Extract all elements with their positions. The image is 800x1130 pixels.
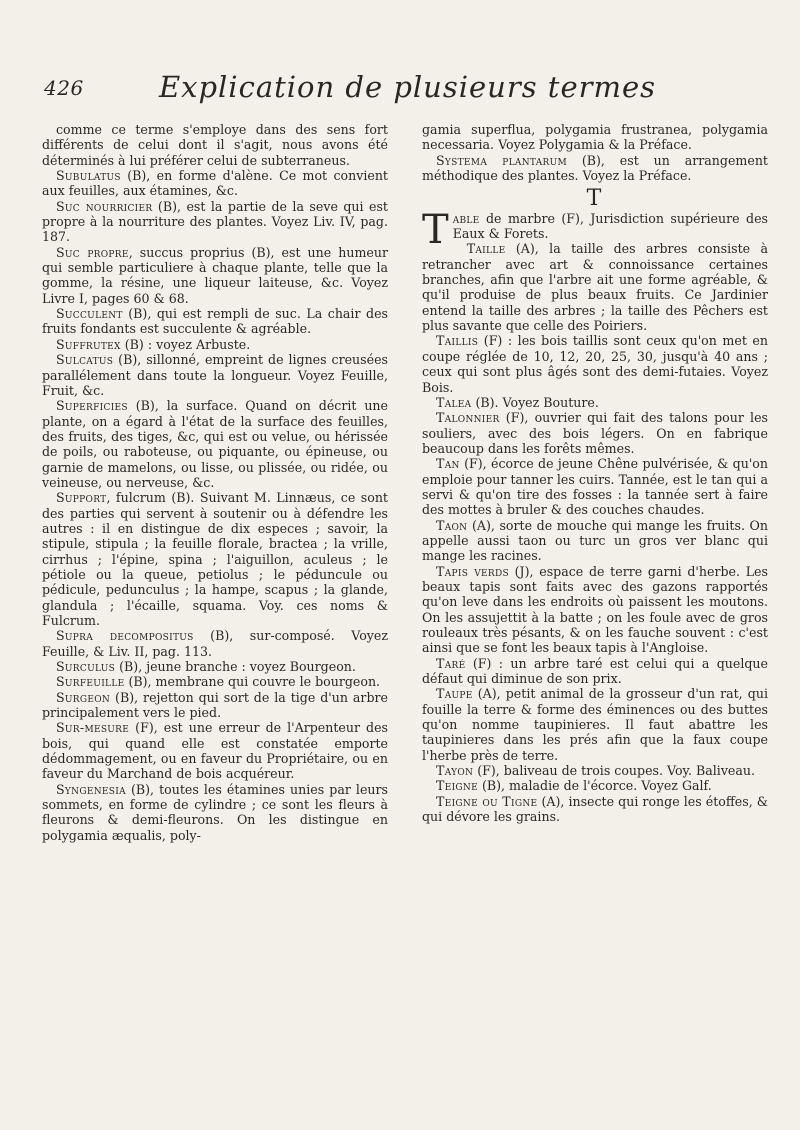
dictionary-entry [422, 686, 768, 763]
entry-definition: (F) : un arbre taré est celui qui a quelque défaut qui diminue de son prix. [422, 655, 768, 687]
entry-term: Surfeuille [56, 674, 125, 690]
dictionary-entry [422, 153, 768, 184]
entry-definition: (F), baliveau de trois coupes. Voy. Baliveau. [473, 763, 756, 779]
dictionary-entry [422, 564, 768, 656]
entry-definition: (F) : les bois taillis sont ceux qu'on met en coupe réglée de 10, 12, 20, 25, 30, jusqu'à 40 ans ; ceux qui sont plus âgés sont des demi-futaies. Voyez Bois. [422, 333, 768, 395]
dictionary-entry [42, 782, 388, 843]
entry-term: Talonnier [436, 410, 500, 426]
entry-definition: (F), ouvrier qui fait des talons pour les souliers, avec des bois légers. On en fabrique beaucoup dans les forêts mêmes. [422, 410, 768, 456]
dictionary-entry [42, 352, 388, 398]
dictionary-entry [422, 395, 768, 410]
drop-cap: T [422, 206, 449, 253]
entry-term: Supra decompositus [56, 628, 194, 644]
entry-term: Superficies [56, 398, 128, 414]
entry-term: Surgeon [56, 689, 111, 705]
entry-text: gamia superflua, polygamia frustranea, polygamia necessaria. Voyez Polygamia & la Préface. [422, 122, 768, 153]
entry-definition: (B), sillonné, empreint de lignes creusées parallélement dans toute la longueur. Voyez Feuille, Fruit, &c. [42, 352, 388, 398]
entry-term: Taillis [436, 333, 479, 349]
dictionary-entry [42, 720, 388, 781]
entry-definition: (B), qui est rempli de suc. La chair des fruits fondants est succulente & agréable. [42, 306, 388, 337]
dictionary-entry [42, 337, 388, 352]
entry-definition: (B), toutes les étamines unies par leurs sommets, en forme de cylindre ; ce sont les fleurs à fleurons & demi-fleurons. On les distingue en polygamia æqualis, poly- [42, 781, 388, 843]
text-columns [40, 122, 775, 1110]
dictionary-entry [42, 168, 388, 199]
entry-definition: , succus proprius (B), est une humeur qui semble particuliere à chaque plante, telle que la gomme, la résine, une liqueur laiteuse, &c. Voyez Livre I, pages 60 & 68. [42, 244, 389, 306]
entry-term: able [452, 210, 480, 226]
entry-definition: (B), la surface. Quand on décrit une plante, on a égard à l'état de la surface des feuilles, des fruits, des tiges, &c, qui est ou velue, ou hérissée de poils, ou raboteuse, ou piquante, ou épineuse, ou garnie de mamelons, ou lisse, ou plissée, ou ridée, ou veineuse, ou nerveuse, &c. [42, 398, 388, 490]
dictionary-entry [42, 398, 388, 490]
entry-definition: (F), est une erreur de l'Arpenteur des bois, qui quand elle est constatée emporte dédommagement, ou en faveur du Propriétaire, ou en faveur du Marchand de bois acquéreur. [42, 720, 388, 782]
dictionary-entry [422, 122, 768, 153]
entry-definition: (A), petit animal de la grosseur d'un rat, qui fouille la terre & forme des éminences ou des buttes qu'on nomme taupinieres. Il faut abattre les taupinieres dans les prés afin que la faux coupe l'herbe près de terre. [422, 686, 768, 763]
entry-term: Suc propre [56, 244, 129, 260]
entry-term: Tapis verds [436, 563, 509, 579]
dictionary-entry [422, 456, 768, 517]
dictionary-entry [42, 490, 388, 628]
dictionary-entry [422, 763, 768, 778]
entry-term: Taon [436, 517, 468, 533]
entry-term: Syngenesia [56, 781, 126, 797]
dictionary-entry [42, 659, 388, 674]
entry-definition: (B), maladie de l'écorce. Voyez Galf. [477, 778, 712, 794]
entry-definition: (F), écorce de jeune Chêne pulvérisée, & qu'on emploie pour tanner les cuirs. Tannée, est le tan qui a servi & qu'on tire des fosses : la tannée sert à faire des mottes à bruler & des couches chaudes. [422, 456, 768, 518]
entry-term: Suc nourricier [56, 198, 153, 214]
entry-definition: (B), rejetton qui sort de la tige d'un arbre principalement vers le pied. [42, 689, 388, 721]
entry-term: Taille [466, 241, 506, 257]
dictionary-entry [422, 656, 768, 687]
entry-term: Sulcatus [56, 352, 114, 368]
entry-definition: (B), sur-composé. Voyez Feuille, & Liv. II, pag. 113. [42, 628, 388, 659]
entry-definition: (B). Voyez Bouture. [471, 394, 599, 410]
entry-text: comme ce terme s'employe dans des sens fort différents de celui dont il s'agit, nous avons été déterminés à lui préférer celui de subterraneus. [42, 122, 388, 168]
entry-definition: (B), en forme d'alène. Ce mot convient aux feuilles, aux étamines, &c. [42, 168, 388, 199]
entry-term: Support [56, 490, 107, 506]
page-header [40, 70, 775, 120]
entry-definition: (A), insecte qui ronge les étoffes, & qui dévore les grains. [422, 793, 768, 825]
dictionary-entry [422, 518, 768, 564]
dictionary-entry [42, 674, 388, 689]
dictionary-entry [42, 628, 388, 659]
entry-term: Taré [436, 655, 466, 671]
page-number: 426 [44, 76, 84, 100]
entry-definition: (J), espace de terre garni d'herbe. Les beaux tapis sont faits avec des gazons rapportés qu'on leve dans les endroits où paissent les moutons. On les assujettit à la batte ; on les foule avec de gros rouleaux très pésants, & on les fauche souvent : c'est ainsi que se font les beaux tapis à l'Angloise. [422, 563, 768, 656]
entry-definition: (A), la taille des arbres consiste à retrancher avec art & connoissance certaines branches, afin que l'arbre ait une forme agréable, & qu'il produise de plus beaux fruits. Ce Jardinier entend la taille des arbres ; la taille des Pêchers est plus savante que celle des Poiriers. [422, 241, 768, 334]
dictionary-entry [422, 794, 768, 825]
dictionary-entry [422, 241, 768, 333]
entry-term: Suffrutex [56, 336, 121, 352]
entry-term: Systema plantarum [436, 152, 567, 168]
left-column [42, 122, 388, 843]
entry-definition: (B), est un arrangement méthodique des plantes. Voyez la Préface. [422, 152, 768, 184]
dictionary-entry [42, 122, 388, 168]
entry-definition: (B) : voyez Arbuste. [120, 336, 251, 352]
dictionary-entry [42, 306, 388, 337]
entry-term: Taupe [436, 686, 473, 702]
entry-definition: de marbre (F), Jurisdiction supérieure des Eaux & Forets. [452, 210, 768, 242]
entry-definition: (B), est la partie de la seve qui est propre à la nourriture des plantes. Voyez Liv. IV, pag. 187. [42, 198, 388, 245]
entry-term: Teigne ou Tigne [436, 793, 538, 809]
entry-term: Tayon [436, 763, 474, 779]
entry-term: Teigne [436, 778, 478, 794]
entry-definition: (B), membrane qui couvre le bourgeon. [124, 674, 381, 690]
dictionary-entry [422, 778, 768, 793]
dictionary-entry [422, 410, 768, 456]
entry-term: Tan [436, 456, 460, 472]
entry-term: Succulent [56, 306, 123, 322]
right-column-continuation [422, 122, 768, 183]
dictionary-entry [422, 333, 768, 394]
entry-term: Subulatus [56, 168, 121, 184]
dictionary-entry [42, 690, 388, 721]
dictionary-entry [42, 199, 388, 245]
running-title: Explication de plusieurs termes [158, 70, 657, 104]
right-column [422, 122, 768, 824]
section-letter: T [586, 186, 604, 212]
entry-definition: , fulcrum (B). Suivant M. Linnæus, ce sont des parties qui servent à soutenir ou à défendre les autres : il en distingue de dix especes ; savoir, la stipule, stipula ; la feuille florale, bractea ; la vrille, cirrhus ; l'épine, spina ; l'aiguillon, aculeus ; le pétiole ou la queue, petiolus ; le péduncule ou pédicule, pedunculus ; la hampe, scapus ; la glande, glandula ; l'écaille, squama. Voy. ces noms & Fulcrum. [42, 490, 388, 628]
entry-definition: (A), sorte de mouche qui mange les fruits. On appelle aussi taon ou turc un gros ver blanc qui mange les racines. [422, 517, 768, 564]
right-column-entries [422, 206, 768, 825]
book-page [40, 70, 775, 1110]
entry-term: Talea [436, 394, 472, 410]
entry-term: Sur-mesure [56, 720, 130, 736]
dictionary-entry [42, 245, 388, 306]
entry-term: Surculus [56, 659, 116, 675]
entry-definition: (B), jeune branche : voyez Bourgeon. [115, 659, 356, 675]
